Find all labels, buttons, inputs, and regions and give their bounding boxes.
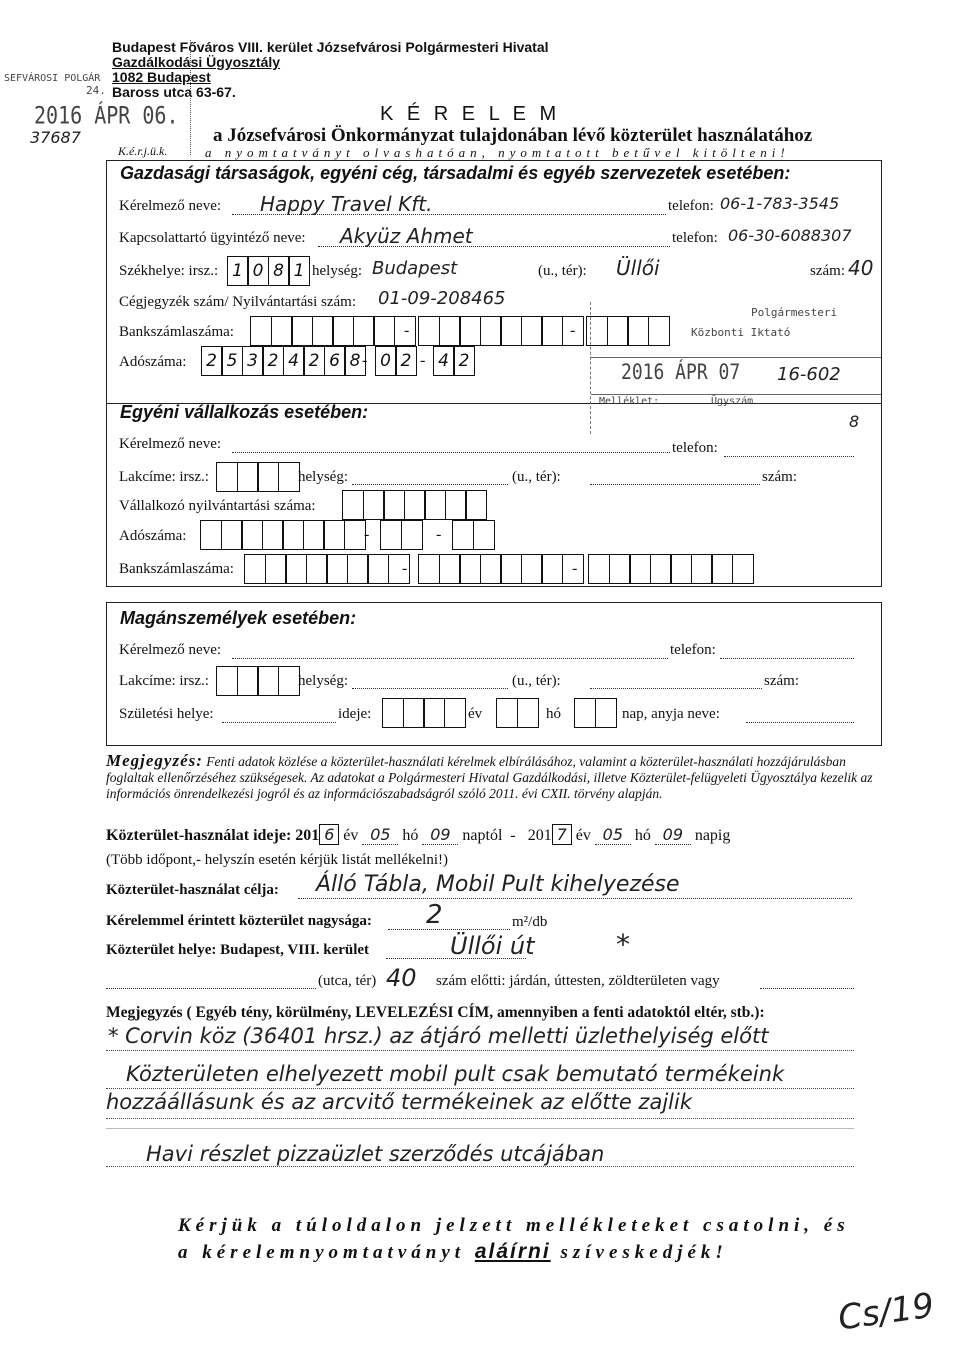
priv-city-label: helység:: [298, 673, 348, 689]
ind-tax-boxes-3[interactable]: [452, 520, 495, 550]
form-instruction: a nyomtatványt olvashatóan, nyomtatott betűvel kitölteni!: [205, 145, 790, 160]
stamp-pcs: 8: [849, 412, 860, 431]
priv-year-label: év: [468, 706, 483, 722]
ind-applicant-label: Kérelmező neve:: [119, 436, 222, 452]
dash: -: [570, 322, 576, 339]
tax-digit: 0: [375, 346, 397, 376]
priv-mother-line[interactable]: [746, 722, 854, 723]
dash: -: [402, 560, 408, 577]
purpose-line[interactable]: [298, 898, 852, 899]
from-label: naptól: [462, 827, 503, 844]
ind-address-label: Lakcíme: irsz.:: [119, 469, 209, 485]
ind-street-line[interactable]: [590, 484, 760, 485]
form-subtitle: a Józsefvárosi Önkormányzat tulajdonában lévő közterület használatához: [213, 125, 813, 146]
bank-label: Bankszámlaszáma:: [119, 324, 234, 340]
purpose-value: Álló Tábla, Mobil Pult kihelyezése: [316, 872, 680, 897]
zip-digit: 1: [288, 256, 310, 286]
remarks-label: Megjegyzés ( Egyéb tény, körülmény, LEVELEZÉSI CÍM, amennyiben a fenti adatoktól eltér, stb.):: [106, 1004, 765, 1021]
ind-phone-label: telefon:: [672, 440, 718, 456]
priv-day-boxes[interactable]: [574, 698, 617, 728]
ind-zip-boxes[interactable]: [216, 462, 300, 492]
remarks-line-1[interactable]: [106, 1050, 854, 1051]
area-label: Kérelemmel érintett közterület nagysága:: [106, 913, 372, 929]
dash: -: [420, 352, 426, 369]
reg-label: Cégjegyzék szám/ Nyilvántartási szám:: [119, 294, 357, 310]
place-label: Közterület helye: Budapest, VIII. kerület: [106, 942, 370, 958]
stamp-divider: [591, 394, 881, 395]
zip-digit: 8: [268, 256, 290, 286]
ind-street-label: (u., tér):: [512, 469, 561, 485]
ind-reg-label: Vállalkozó nyilvántartási száma:: [119, 498, 316, 514]
tax-digit: 3: [242, 346, 264, 376]
priv-address-label: Lakcíme: irsz.:: [119, 673, 209, 689]
street-line[interactable]: [106, 988, 316, 989]
hq-number-label: szám:: [810, 263, 845, 279]
contact-label: Kapcsolattartó ügyintéző neve:: [119, 230, 306, 246]
footer-sign-word: aláírni: [474, 1240, 551, 1263]
reg-value: 01-09-208465: [378, 288, 506, 309]
ind-city-label: helység:: [298, 469, 348, 485]
contact-phone-label: telefon:: [672, 230, 718, 246]
stamp-date-received: 2016 ÁPR 07: [621, 359, 741, 386]
zip-digit: 0: [247, 256, 269, 286]
month-to[interactable]: 05: [595, 825, 631, 845]
remarks-text-1: * Corvin köz (36401 hrsz.) az átjáró melletti üzlethelyiség előtt: [108, 1024, 769, 1048]
applicant-value: Happy Travel Kft.: [260, 192, 433, 216]
tax-digit: 5: [221, 346, 243, 376]
phone-label: telefon:: [668, 198, 714, 214]
place-star: *: [616, 928, 630, 961]
place-tail: szám előtti: járdán, úttesten, zöldterületen vagy: [436, 973, 720, 989]
office-line-4: Baross utca 63-67.: [112, 84, 236, 100]
ind-applicant-line[interactable]: [232, 452, 670, 453]
remarks-text-4: Havi részlet pizzaüzlet szerződés utcájában: [146, 1142, 605, 1166]
privacy-note: [106, 753, 882, 802]
stamp-office: SEFVÁROSI POLGÁR: [4, 73, 101, 84]
note-label: Megjegyzés:: [106, 751, 203, 770]
tax-label: Adószáma:: [119, 354, 187, 370]
ind-reg-boxes[interactable]: [342, 490, 487, 520]
bank-group-2[interactable]: [418, 316, 584, 346]
street-number: 40: [386, 964, 417, 992]
priv-zip-boxes[interactable]: [216, 666, 300, 696]
signature: Cs/19: [835, 1285, 937, 1339]
company-heading: Gazdasági társaságok, egyéni cég, társadalmi és egyéb szervezetek esetében:: [120, 163, 791, 183]
year-from[interactable]: 6: [319, 824, 339, 845]
month-from[interactable]: 05: [362, 825, 398, 845]
hq-label: Székhelye: irsz.:: [119, 263, 219, 279]
applicant-label: Kérelmező neve:: [119, 198, 222, 214]
hq-city-label: helység:: [312, 263, 362, 279]
tax-digit: 2: [201, 346, 223, 376]
remarks-text-3: hozzáállásunk és az arcvitő termékeinek az előtte zajlik: [106, 1090, 692, 1114]
tax-digit: 2: [303, 346, 325, 376]
ind-bank-label: Bankszámlaszáma:: [119, 561, 234, 577]
year-to[interactable]: 7: [552, 824, 572, 845]
priv-applicant-label: Kérelmező neve:: [119, 642, 222, 658]
hq-number-value: 40: [848, 256, 874, 280]
office-line-2: Gazdálkodási Ügyosztály: [112, 54, 281, 70]
remarks-line-2[interactable]: [106, 1088, 854, 1089]
contact-value: Akyüz Ahmet: [340, 224, 473, 248]
ind-number-label: szám:: [762, 469, 797, 485]
ind-bank-2[interactable]: [418, 554, 584, 584]
form-title: K É R E L E M: [380, 103, 561, 125]
office-line-1: Budapest Főváros VIII. kerület Józsefvárosi Polgármesteri Hivatal: [112, 39, 549, 55]
priv-street-label: (u., tér):: [512, 673, 561, 689]
stamp-line-1: Polgármesteri: [751, 306, 838, 319]
ev-label: év: [343, 827, 359, 844]
purpose-label: Közterület-használat célja:: [106, 882, 279, 898]
private-heading: Magánszemélyek esetében:: [120, 608, 357, 628]
stamp-ugyszam: Ügyszám: [711, 396, 754, 407]
ind-tax-boxes-1[interactable]: [200, 520, 366, 550]
remarks-line-3[interactable]: [106, 1118, 854, 1119]
hq-street-value: Üllői: [616, 256, 660, 280]
tax-digit: 2: [395, 346, 417, 376]
remarks-text-2: Közterületen elhelyezett mobil pult csak bemutató termékeink: [126, 1062, 785, 1086]
stamp-line-2: Közbonti Iktató: [691, 326, 791, 339]
priv-time-label: ideje:: [338, 706, 372, 722]
area-unit: m²/db: [512, 914, 548, 930]
street-suffix: (utca, tér): [318, 973, 377, 989]
usage-time-row: Közterület-használat ideje: 201 6 év 05 hó 09 naptól - 201 7 év 05 hó 09 napig: [106, 825, 731, 844]
ind-city-line[interactable]: [352, 484, 508, 485]
priv-birth-line[interactable]: [222, 722, 336, 723]
priv-number-label: szám:: [764, 673, 799, 689]
day-to[interactable]: 09: [655, 825, 691, 845]
to-label: napig: [694, 827, 731, 844]
dash: -: [362, 352, 368, 369]
office-address: [112, 40, 549, 100]
tax-mid-boxes[interactable]: [376, 346, 417, 376]
priv-city-line[interactable]: [352, 688, 508, 689]
ker-label: K.é.r.j.ü.k.: [118, 144, 168, 158]
tax-digit: 2: [453, 346, 475, 376]
ho-label: hó: [634, 827, 651, 844]
stamp-date: 2016 ÁPR 06.: [34, 100, 179, 130]
stamp-divider: [591, 357, 881, 358]
tax-digit: 2: [262, 346, 284, 376]
hq-street-label: (u., tér):: [538, 263, 587, 279]
stamp-mellek: Melléklet:: [599, 396, 660, 407]
priv-year-boxes[interactable]: [382, 698, 466, 728]
hq-city-value: Budapest: [372, 258, 458, 279]
footer-post: szíveskedjék!: [560, 1242, 728, 1263]
footer-line-2: [178, 1240, 728, 1264]
stamp-id: 16-602: [777, 364, 841, 385]
hq-zip-boxes[interactable]: [228, 256, 310, 286]
divider-vertical: [190, 40, 191, 155]
place-tail-line[interactable]: [760, 988, 854, 989]
dash: -: [364, 526, 370, 543]
priv-phone-label: telefon:: [670, 642, 716, 658]
usage-time-label: Közterület-használat ideje: 201: [106, 827, 320, 844]
registration-number: 37687: [30, 128, 81, 147]
tax-digit: 4: [283, 346, 305, 376]
margin-number: 24.: [86, 84, 106, 97]
tax-digit: 4: [433, 346, 455, 376]
ind-tax-label: Adószáma:: [119, 528, 187, 544]
year-to-prefix: 201: [527, 827, 552, 844]
tax-digit: 6: [324, 346, 346, 376]
priv-month-label: hó: [546, 706, 561, 722]
tax-end-boxes[interactable]: [434, 346, 475, 376]
ind-tax-boxes-2[interactable]: [380, 520, 423, 550]
contact-phone-value: 06-30-6088307: [728, 226, 852, 245]
ind-bank-1[interactable]: [244, 554, 410, 584]
priv-day-label: nap, anyja neve:: [622, 706, 720, 722]
note-text: Fenti adatok közlése a közterület-használati kérelmek elbírálásához, valamint a közterület-használati hozzájárulásban foglaltak ellenőrzéséhez szükségesek. Az adatokat a Polgármesteri Hivatal Gazdálkodási, illetve Közterület-felügyeleti Ügyosztálya kezelik az információs önrendelkezési jogról és az információszabadságról szóló 2011. évi CXII. törvény alapján.: [106, 754, 873, 801]
dash: -: [404, 322, 410, 339]
priv-birth-label: Születési helye:: [119, 706, 214, 722]
priv-month-boxes[interactable]: [496, 698, 539, 728]
area-line[interactable]: [388, 929, 510, 930]
dash: -: [572, 560, 578, 577]
tax-main-boxes[interactable]: [202, 346, 366, 376]
multi-note: (Több időpont,- helyszín esetén kérjük listát mellékelni!): [106, 852, 448, 868]
priv-street-line[interactable]: [590, 688, 762, 689]
tax-digit: 8: [344, 346, 366, 376]
area-value: 2: [426, 900, 443, 930]
priv-phone-line[interactable]: [720, 658, 854, 659]
zip-digit: 1: [227, 256, 249, 286]
individual-heading: Egyéni vállalkozás esetében:: [120, 402, 369, 422]
phone-value: 06-1-783-3545: [720, 194, 840, 213]
ind-bank-3[interactable]: [588, 554, 754, 584]
bank-group-1[interactable]: [250, 316, 416, 346]
dash: -: [436, 526, 442, 543]
footer-line-1: Kérjük a túloldalon jelzett mellékleteket csatolni, és: [178, 1215, 850, 1236]
remarks-line-4[interactable]: [106, 1128, 854, 1129]
office-line-3: 1082 Budapest: [112, 69, 211, 85]
ev-label: év: [575, 827, 591, 844]
remarks-line-5[interactable]: [106, 1166, 854, 1167]
day-from[interactable]: 09: [422, 825, 458, 845]
footer-pre: a kérelemnyomtatványt: [178, 1242, 466, 1263]
priv-applicant-line[interactable]: [232, 658, 668, 659]
ind-phone-line[interactable]: [724, 456, 854, 457]
ho-label: hó: [402, 827, 419, 844]
place-value: Üllői út: [450, 932, 535, 960]
